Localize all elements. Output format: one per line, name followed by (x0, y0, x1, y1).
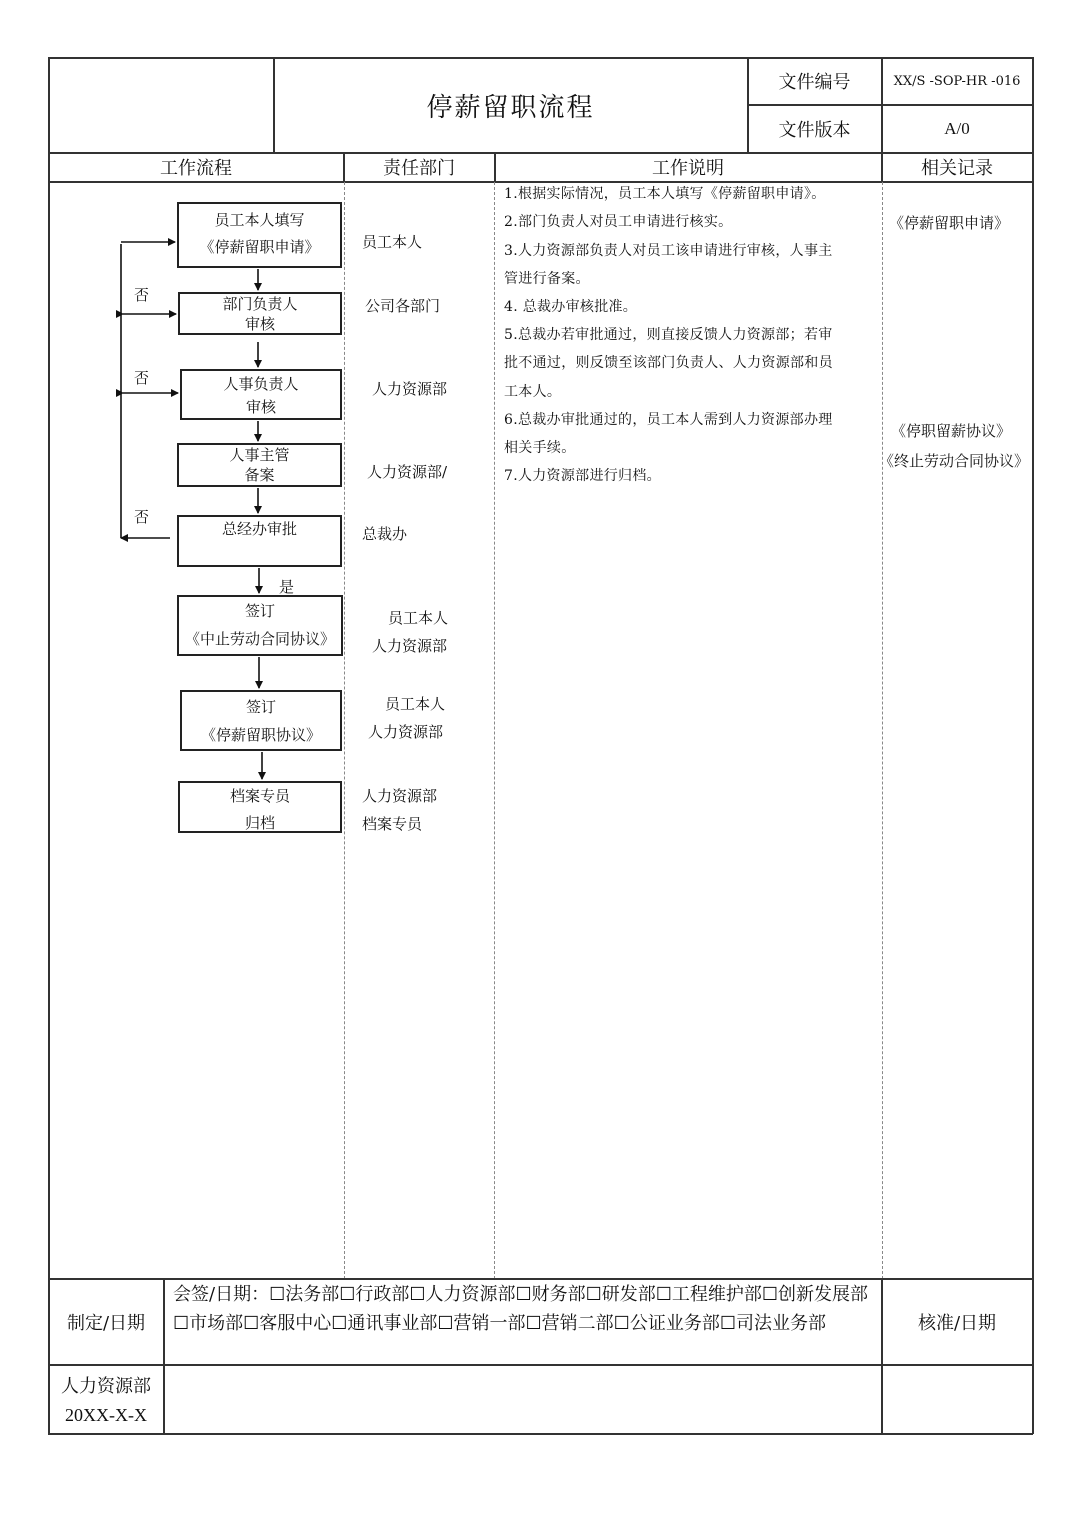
doc-number-value: XX/S -SOP-HR -016 (893, 73, 1021, 89)
column-header-flow: 工作流程 (160, 158, 232, 179)
countersign-text: 会签/日期：☐法务部☐行政部☐人力资源部☐财务部☐研发部☐工程维护部☐创新发展部☐市场部☐客服中心☐通讯事业部☐营销一部☐营销二部☐公证业务部☐司法业务部 (173, 1284, 869, 1334)
description-line: 4. 总裁办审核批准。 (504, 299, 638, 315)
description-line: 工本人。 (504, 384, 562, 400)
flow-step-line: 《中止劳动合同协议》 (184, 630, 335, 648)
flow-step-line: 签订 (244, 602, 275, 620)
description-line: 6.总裁办审批通过的，员工本人需到人力资源部办理 (504, 412, 833, 428)
dept-entry: 员工本人 (388, 609, 449, 627)
dept-entry: 人力资源部 (372, 637, 448, 655)
dept-entry: 人力资源部 (372, 380, 448, 398)
record-entry: 《停职留薪协议》 (891, 422, 1012, 440)
flow-label-no: 否 (134, 369, 150, 387)
flow-step-line: 审核 (245, 398, 276, 416)
description-line: 7.人力资源部进行归档。 (504, 468, 661, 484)
flow-step-line: 审核 (244, 315, 275, 333)
dept-entry: 员工本人 (362, 233, 423, 251)
description-line: 5.总裁办若审批通过，则直接反馈人力资源部；若审 (504, 327, 833, 343)
flow-step-line: 《停薪留职申请》 (199, 238, 320, 256)
column-header-desc: 工作说明 (652, 158, 724, 179)
made-by-label: 制定/日期 (66, 1312, 146, 1334)
approve-label: 核准/日期 (917, 1312, 997, 1334)
made-by-dept-name: 人力资源部 (61, 1376, 151, 1397)
description-line: 1.根据实际情况，员工本人填写《停薪留职申请》。 (504, 186, 826, 202)
record-entry: 《停薪留职申请》 (889, 214, 1010, 232)
dept-entry: 总裁办 (362, 525, 408, 543)
doc-version-value: A/0 (944, 118, 970, 138)
flow-step-line: 人事主管 (229, 446, 290, 464)
dept-entry: 人力资源部 (368, 723, 444, 741)
dept-entry: 人力资源部/ (367, 463, 448, 481)
flow-step-line: 《停薪留职协议》 (200, 726, 321, 744)
flow-step-line: 人事负责人 (223, 375, 299, 393)
column-header-dept: 责任部门 (383, 158, 455, 179)
flow-step-line: 签订 (245, 698, 276, 716)
record-entry: 《终止劳动合同协议》 (879, 452, 1030, 470)
flow-step-line: 员工本人填写 (214, 211, 305, 229)
description-line: 3.人力资源部负责人对员工该申请进行审核，人事主 (504, 243, 833, 259)
flow-step-line: 档案专员 (229, 787, 290, 805)
doc-number-label: 文件编号 (778, 72, 851, 93)
description-line: 2.部门负责人对员工申请进行核实。 (504, 214, 733, 230)
dept-entry: 人力资源部 (362, 787, 438, 805)
dept-entry: 公司各部门 (365, 297, 441, 315)
column-header-records: 相关记录 (921, 158, 993, 179)
description-line: 管进行备案。 (504, 271, 590, 287)
document-title: 停薪留职流程 (426, 93, 595, 123)
dept-entry: 档案专员 (362, 815, 423, 833)
flow-step-line: 总经办审批 (221, 520, 297, 538)
doc-version-label: 文件版本 (778, 119, 851, 141)
flow-step-line: 部门负责人 (222, 295, 298, 313)
flow-label-no: 否 (134, 508, 150, 526)
flow-label-no: 否 (134, 286, 150, 304)
description-line: 相关手续。 (504, 440, 576, 456)
flow-step-line: 备案 (244, 466, 275, 484)
description-line: 批不通过，则反馈至该部门负责人、人力资源部和员 (504, 355, 833, 371)
dept-entry: 员工本人 (385, 695, 446, 713)
made-by-dept (49, 1372, 163, 1430)
flow-label-yes: 是 (279, 578, 295, 596)
made-by-date: 20XX-X-X (65, 1405, 147, 1425)
flow-step-line: 归档 (244, 814, 275, 832)
